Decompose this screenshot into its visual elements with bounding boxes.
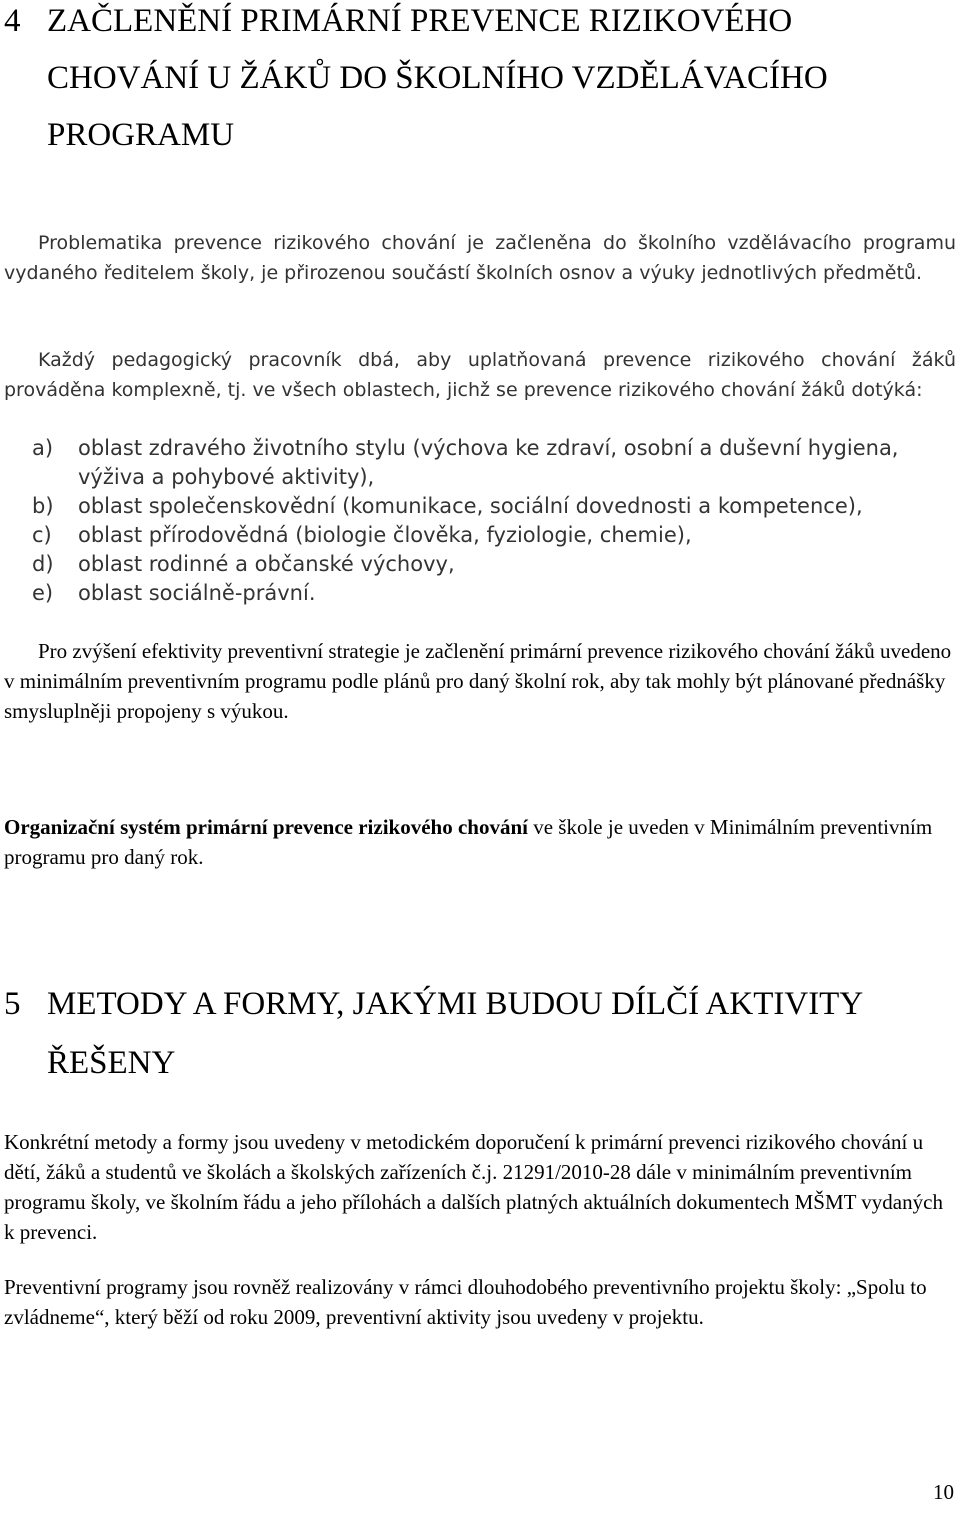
list-item-mark: a) [32, 436, 54, 460]
list-item-text: oblast zdravého životního stylu (výchova ke zdraví, osobní a duševní hygiena, výživa a pohybové aktivity), [78, 436, 899, 489]
section-4-paragraph-2: Každý pedagogický pracovník dbá, aby uplatňovaná prevence rizikového chování žáků prováděna komplexně, tj. ve všech oblastech, jichž se prevence rizikového chování žáků dotýká: [4, 349, 956, 401]
section-5-title-line-1: METODY A FORMY, JAKÝMI BUDOU DÍLČÍ AKTIVITY [47, 986, 864, 1022]
organizational-system-rest: ve škole je uveden v Minimálním preventivním programu pro daný rok. [4, 815, 933, 869]
list-item-mark: e) [32, 581, 54, 605]
list-item [4, 521, 956, 550]
list-item-text: oblast přírodovědná (biologie člověka, fyziologie, chemie), [78, 523, 692, 547]
section-5-paragraph-1: Konkrétní metody a formy jsou uvedeny v metodickém doporučení k primární prevenci rizikového chování u dětí, žáků a studentů ve školách a školských zařízeních č.j. 21291/2010-28 dále v minimálním preventivním programu školy, ve školním řádu a jeho přílohách a dalších platných aktuálních dokumentech MŠMT vydaných k prevenci. [4, 1130, 943, 1244]
list-item-text: oblast sociálně-právní. [78, 581, 316, 605]
list-item-mark: b) [32, 494, 54, 518]
list-item-mark: c) [32, 523, 52, 547]
page-number: 10 [933, 1480, 954, 1504]
list-item [4, 579, 956, 608]
section-5-title-line-2: ŘEŠENY [47, 1045, 176, 1081]
list-item [4, 492, 956, 521]
section-4-title-line-2: CHOVÁNÍ U ŽÁKŮ DO ŠKOLNÍHO VZDĚLÁVACÍHO [47, 60, 828, 96]
list-item-mark: d) [32, 552, 54, 576]
section-4-number: 4 [4, 3, 21, 39]
section-4-title-line-3: PROGRAMU [47, 117, 235, 153]
organizational-system-bold: Organizační systém primární prevence rizikového chování [4, 815, 528, 839]
list-item [4, 550, 956, 579]
section-4-paragraph-1: Problematika prevence rizikového chování je začleněna do školního vzdělávacího programu vydaného ředitelem školy, je přirozenou součástí školních osnov a výuky jednotlivých předmětů. [4, 232, 956, 284]
section-4-list [4, 434, 956, 608]
section-4-paragraph-4 [4, 812, 956, 872]
list-item-text: oblast rodinné a občanské výchovy, [78, 552, 455, 576]
list-item-text: oblast společenskovědní (komunikace, sociální dovednosti a kompetence), [78, 494, 863, 518]
section-4-paragraph-3: Pro zvýšení efektivity preventivní strategie je začlenění primární prevence rizikového chování žáků uvedeno v minimálním preventivním programu podle plánů pro daný školní rok, aby tak mohly být plánované přednášky smysluplněji propojeny s výukou. [4, 639, 952, 723]
section-4-title-line-1: ZAČLENĚNÍ PRIMÁRNÍ PREVENCE RIZIKOVÉHO [47, 3, 793, 39]
section-5-number: 5 [4, 986, 21, 1022]
list-item [4, 434, 956, 492]
section-5-paragraph-2: Preventivní programy jsou rovněž realizovány v rámci dlouhodobého preventivního projektu školy: „Spolu to zvládneme“, který běží od roku 2009, preventivní aktivity jsou uvedeny v projektu. [4, 1275, 927, 1329]
